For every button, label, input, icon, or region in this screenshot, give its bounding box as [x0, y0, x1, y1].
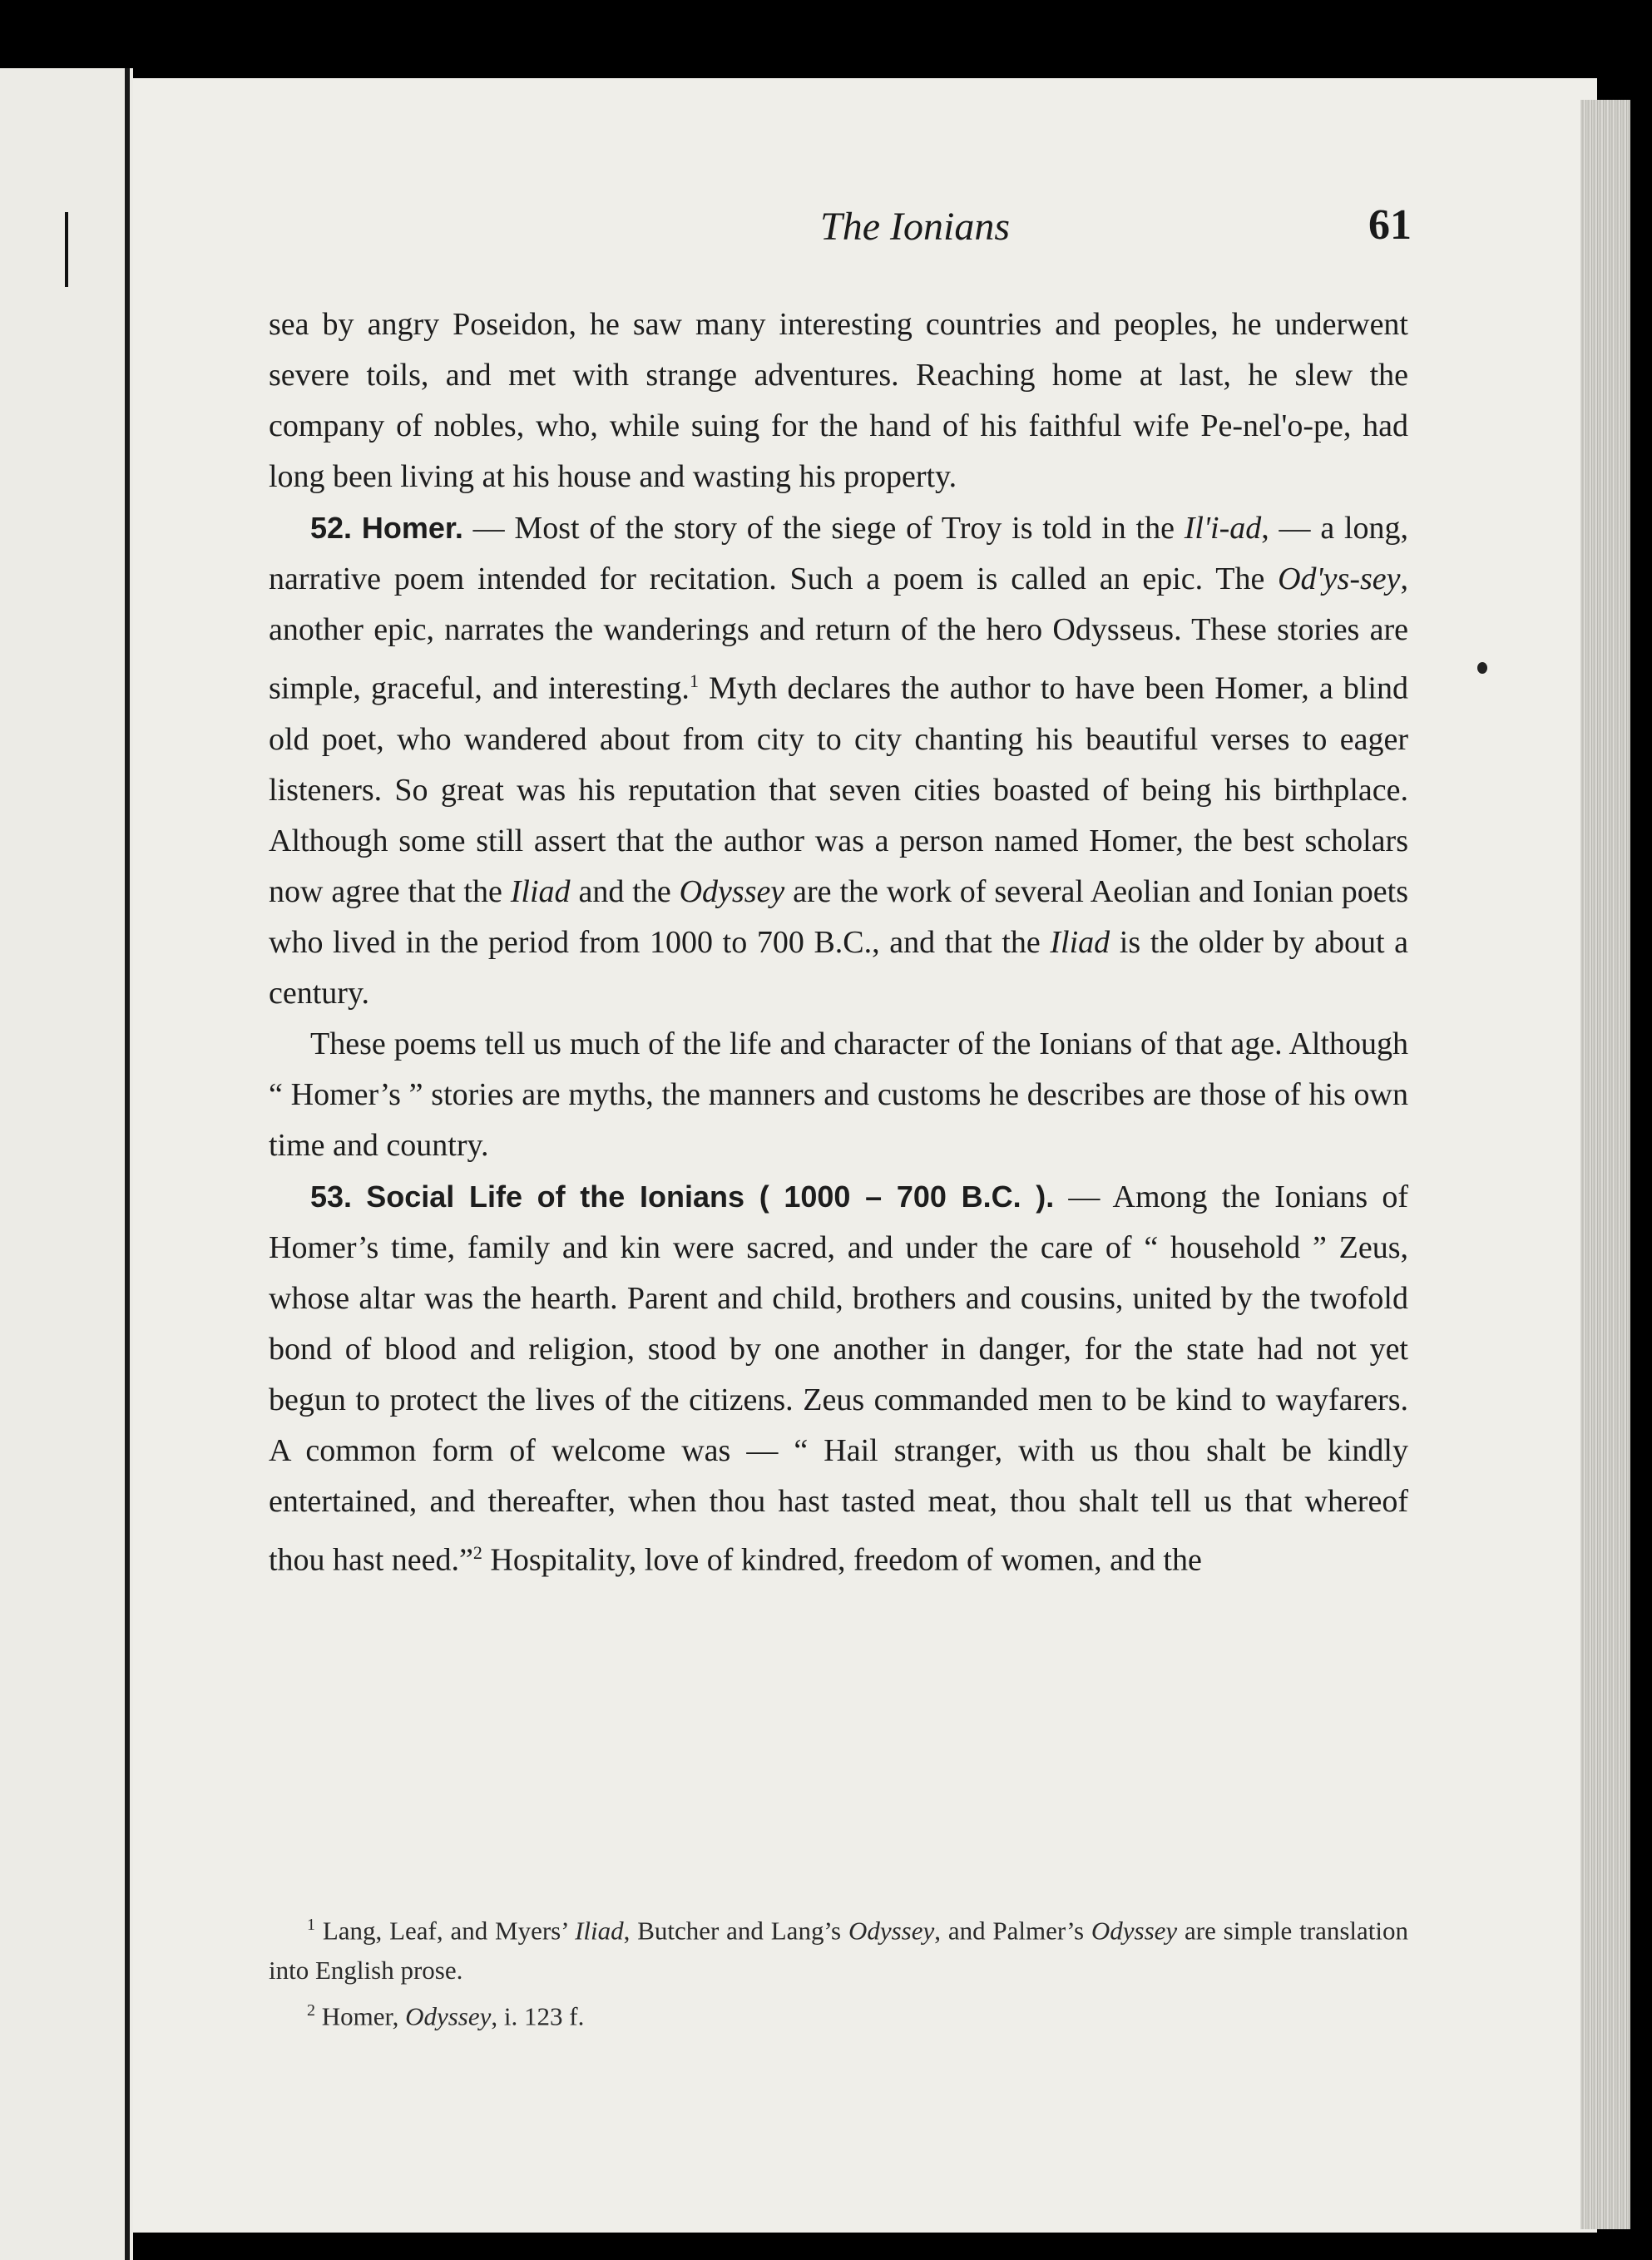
text-run: Myth declares the author to have been Homer, a blind old poet, who wandered about from city to city chanting his beautiful verses to eager listeners. So great was his reputation that seven cities boasted of being his birthplace. Although some still assert that the author was a person named Homer, the best scholars now agree that the — [269, 670, 1408, 909]
text-run: is the older by about a century. — [269, 924, 1409, 1011]
text-run: , Butcher and Lang’s — [623, 1916, 848, 1946]
running-header — [133, 201, 1597, 270]
italic-title: Iliad — [1050, 924, 1110, 960]
footnotes — [269, 1905, 1408, 2037]
ink-dot — [1477, 662, 1487, 674]
section-52 — [269, 502, 1408, 1019]
section-title: Homer. — [361, 511, 463, 545]
section-title: Social Life of the Ionians — [366, 1179, 745, 1214]
running-title: The Ionians — [820, 205, 1010, 249]
text-run: are simple translation into English prose. — [269, 1916, 1408, 1986]
footnote-mark: 1 — [307, 1916, 315, 1934]
text-run: , — a long, narrative poem intended for recitation. Such a poem is called an epic. The — [269, 511, 1409, 596]
text-run: — Among the Ionians of Homer’s time, family and kin were sacred, and under the care of “ household ” Zeus, whose altar was the hearth. Parent and child, brothers and cousins, united by the twofold bond of blood and religion, stood by one another in danger, for the state had not yet begun to protect the lives of the citizens. Zeus commanded men to be kind to wayfarers. A common form of welcome was — “ Hail stranger, with us thou shalt be kindly entertained, and thereafter, when thou hast tasted meat, thou shalt tell us that whereof thou hast need.” — [269, 1179, 1408, 1578]
footnote-2 — [269, 1990, 1408, 2036]
section-53 — [269, 1171, 1408, 1586]
page-number: 61 — [1368, 201, 1412, 249]
text-run: Homer, — [315, 2001, 406, 2031]
text-run: are the work of several Aeolian and Ionian poets who lived in the period from 1000 to 700 B.C., and that the — [269, 873, 1408, 960]
section-number: 52. — [310, 511, 353, 545]
right-page-edges — [1580, 100, 1630, 2229]
italic-title: Od'ys-sey — [1278, 561, 1401, 596]
text-run: Hospitality, love of kindred, freedom of women, and the — [482, 1542, 1202, 1578]
text-run: , and Palmer’s — [934, 1916, 1091, 1946]
text-run: Most of the story of the siege of Troy is told in the — [514, 511, 1185, 546]
dash: — — [462, 511, 515, 546]
text-run: , another epic, narrates the wanderings and return of the hero Odysseus. These stories are simple, graceful, and interesting. — [269, 561, 1408, 706]
footnote-1 — [269, 1905, 1408, 1990]
footnote-mark: 2 — [307, 2001, 315, 2020]
footnote-ref: 2 — [472, 1541, 482, 1563]
text-run: , i. 123 f. — [491, 2001, 585, 2031]
section-dates: ( 1000 – 700 B.C. ). — [744, 1179, 1055, 1214]
italic-title: Odyssey — [679, 873, 785, 909]
text-run: Lang, Leaf, and Myers’ — [315, 1916, 576, 1946]
italic-title: Iliad — [575, 1916, 624, 1946]
italic-title: Odyssey — [848, 1916, 935, 1946]
section-number: 53. — [310, 1179, 353, 1214]
italic-title: Odyssey — [1091, 1916, 1178, 1946]
paragraph-continuation: sea by angry Poseidon, he saw many interesting countries and peoples, he underwent severe toils, and met with strange adventures. Reaching home at last, he slew the company of nobles, who, while suing for the hand of his faithful wife Pe-nel'o-pe, had long been living at his house and wasting his property. — [269, 307, 1408, 494]
footnote-ref: 1 — [689, 670, 699, 691]
paragraph: These poems tell us much of the life and character of the Ionians of that age. Although “ Homer’s ” stories are myths, the manners and customs he describes are those of his own time and country. — [269, 1026, 1408, 1163]
binding-rule — [125, 68, 130, 2260]
italic-title: Il'i-ad — [1184, 511, 1262, 546]
left-page-edge — [0, 68, 133, 2260]
italic-title: Odyssey — [405, 2001, 492, 2031]
text-run: and the — [570, 873, 680, 909]
italic-title: Iliad — [510, 873, 571, 909]
margin-mark — [65, 212, 68, 287]
body-text — [269, 299, 1408, 1585]
